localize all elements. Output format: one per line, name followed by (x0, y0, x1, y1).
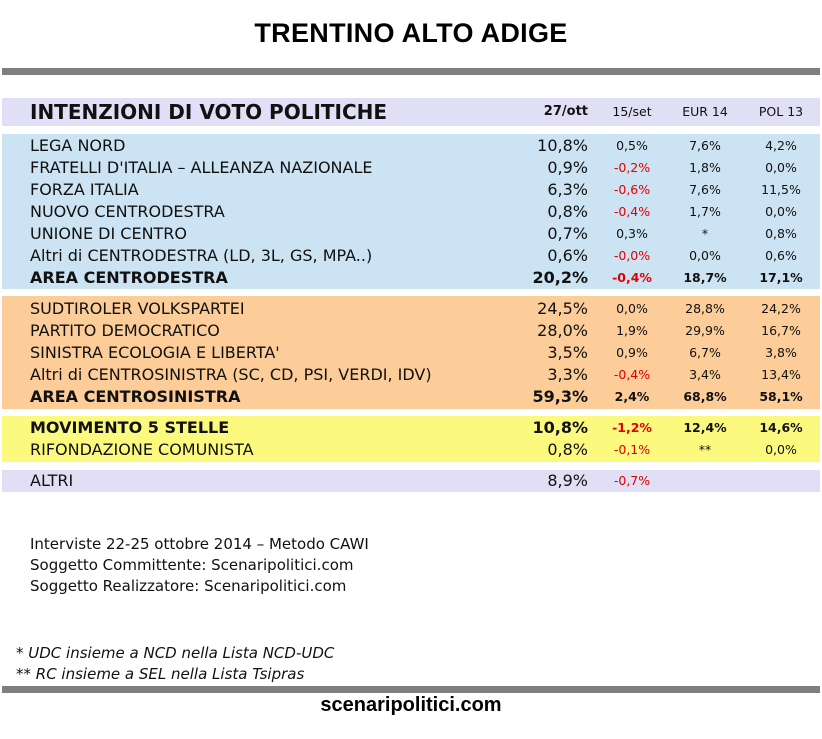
table-row (2, 364, 820, 386)
table-row (2, 320, 820, 342)
value-27ott: 10,8% (537, 136, 588, 155)
value-27ott: 28,0% (537, 321, 588, 340)
value-eur14: 68,8% (683, 389, 727, 404)
table-row (2, 417, 820, 439)
value-eur14: 7,6% (689, 182, 721, 197)
value-eur14: 28,8% (685, 301, 725, 316)
table-row (2, 135, 820, 157)
table-row-total (2, 267, 820, 289)
area-label: AREA CENTROSINISTRA (30, 387, 241, 406)
col-header-15set: 15/set (612, 104, 652, 119)
value-15set: -0,2% (613, 160, 651, 175)
producer-info: Soggetto Realizzatore: Scenaripolitici.com (30, 577, 347, 595)
col-header-eur14: EUR 14 (682, 104, 728, 119)
value-15set: -0,4% (613, 204, 651, 219)
col-header-pol13: POL 13 (758, 104, 804, 119)
value-27ott: 0,8% (547, 440, 588, 459)
value-15set: 1,9% (616, 323, 648, 338)
top-divider (2, 68, 820, 75)
value-eur14: 7,6% (689, 138, 721, 153)
party-label: ALTRI (30, 471, 74, 490)
value-15set: -0,4% (612, 270, 652, 285)
party-label: SUDTIROLER VOLKSPARTEI (30, 299, 245, 318)
page-title: TRENTINO ALTO ADIGE (254, 18, 568, 48)
value-eur14: 12,4% (683, 420, 727, 435)
party-label: FORZA ITALIA (30, 180, 139, 199)
party-label: MOVIMENTO 5 STELLE (30, 418, 230, 437)
party-label: Altri di CENTROSINISTRA (SC, CD, PSI, VERDI, IDV) (30, 365, 432, 384)
value-15set: 0,5% (616, 138, 648, 153)
table-row (2, 298, 820, 320)
value-pol13: 4,2% (765, 138, 797, 153)
value-eur14: 1,8% (689, 160, 721, 175)
value-pol13: 0,0% (765, 204, 797, 219)
value-eur14: 0,0% (689, 248, 721, 263)
value-pol13: 11,5% (761, 182, 801, 197)
table-row (2, 342, 820, 364)
table-row (2, 201, 820, 223)
footnote-udc: * UDC insieme a NCD nella Lista NCD-UDC (16, 644, 335, 662)
value-pol13: 13,4% (761, 367, 801, 382)
party-label: Altri di CENTRODESTRA (LD, 3L, GS, MPA..) (30, 246, 373, 265)
value-27ott: 6,3% (547, 180, 588, 199)
value-pol13: 3,8% (765, 345, 797, 360)
value-pol13: 58,1% (759, 389, 803, 404)
value-27ott: 59,3% (532, 387, 588, 406)
value-pol13: 14,6% (759, 420, 803, 435)
value-27ott: 3,3% (547, 365, 588, 384)
table-title: INTENZIONI DI VOTO POLITICHE (30, 100, 388, 124)
table-row (2, 470, 820, 492)
table-row (2, 179, 820, 201)
table-row (2, 245, 820, 267)
table-row (2, 439, 820, 461)
party-label: SINISTRA ECOLOGIA E LIBERTA' (30, 343, 280, 362)
value-15set: -0,1% (613, 442, 651, 457)
bottom-divider (2, 686, 820, 693)
value-27ott: 20,2% (532, 268, 588, 287)
value-eur14: 29,9% (685, 323, 725, 338)
value-eur14: 3,4% (689, 367, 721, 382)
value-27ott: 0,9% (547, 158, 588, 177)
party-label: UNIONE DI CENTRO (30, 224, 188, 243)
value-pol13: 24,2% (761, 301, 801, 316)
value-15set: 0,3% (616, 226, 648, 241)
value-pol13: 0,8% (765, 226, 797, 241)
survey-info: Interviste 22-25 ottobre 2014 – Metodo CAWI (30, 535, 369, 553)
value-15set: -0,7% (613, 473, 651, 488)
value-27ott: 8,9% (547, 471, 588, 490)
value-15set: -0,0% (613, 248, 651, 263)
client-info: Soggetto Committente: Scenaripolitici.com (30, 556, 354, 574)
value-15set: -0,4% (613, 367, 651, 382)
value-pol13: 0,0% (765, 160, 797, 175)
footnote-rc: ** RC insieme a SEL nella Lista Tsipras (16, 665, 305, 683)
value-27ott: 10,8% (532, 418, 588, 437)
table-row (2, 157, 820, 179)
value-27ott: 0,8% (547, 202, 588, 221)
value-27ott: 0,6% (547, 246, 588, 265)
value-27ott: 24,5% (537, 299, 588, 318)
value-pol13: 0,6% (765, 248, 797, 263)
party-label: RIFONDAZIONE COMUNISTA (30, 440, 254, 459)
value-eur14: 18,7% (683, 270, 727, 285)
table-header (2, 101, 820, 123)
value-pol13: 17,1% (759, 270, 803, 285)
value-pol13: 16,7% (761, 323, 801, 338)
value-15set: -1,2% (612, 420, 652, 435)
value-15set: 0,9% (616, 345, 648, 360)
party-label: LEGA NORD (30, 136, 126, 155)
table-row (2, 223, 820, 245)
party-label: FRATELLI D'ITALIA – ALLEANZA NAZIONALE (30, 158, 373, 177)
value-pol13: 0,0% (765, 442, 797, 457)
value-eur14: * (701, 226, 709, 241)
value-15set: -0,6% (613, 182, 651, 197)
value-15set: 2,4% (614, 389, 650, 404)
value-eur14: 1,7% (689, 204, 721, 219)
table-row-total (2, 386, 820, 408)
area-label: AREA CENTRODESTRA (30, 268, 228, 287)
value-27ott: 0,7% (547, 224, 588, 243)
value-eur14: 6,7% (689, 345, 721, 360)
value-eur14: ** (698, 442, 712, 457)
col-header-27ott: 27/ott (543, 104, 588, 119)
value-15set: 0,0% (616, 301, 648, 316)
party-label: NUOVO CENTRODESTRA (30, 202, 225, 221)
party-label: PARTITO DEMOCRATICO (30, 321, 220, 340)
footer-site: scenaripolitici.com (320, 694, 502, 716)
value-27ott: 3,5% (547, 343, 588, 362)
